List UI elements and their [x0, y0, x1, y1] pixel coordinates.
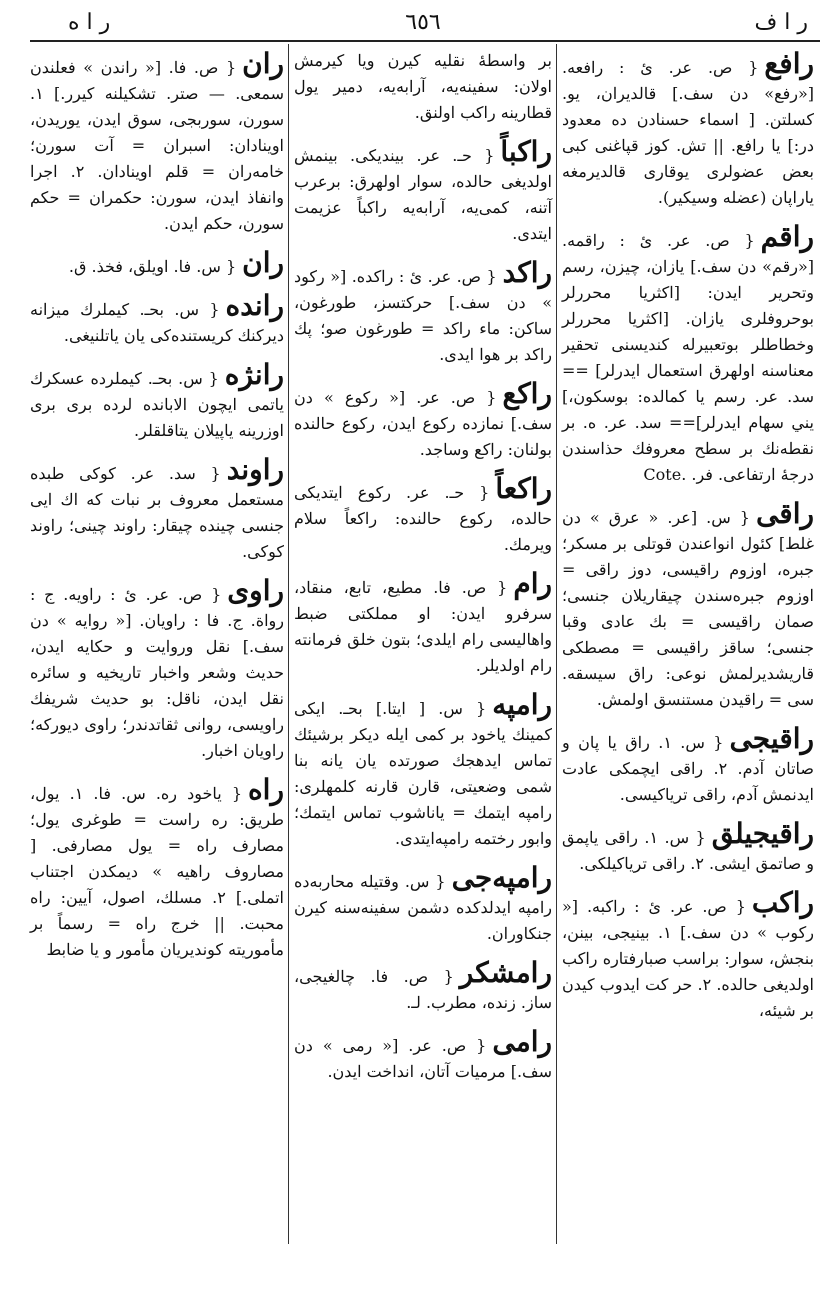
column-divider-left: [288, 44, 289, 1244]
entry-headword: ران: [242, 47, 284, 80]
page-number: ٦٥٦: [405, 10, 441, 35]
entry-headword: راه: [248, 773, 284, 806]
entry-headword: راوی: [227, 574, 284, 607]
entry-definition: { ص. عر. ئ : راقمه. [«رقم» دن سف.] يازان، چيزن، رسم وتحرير ايدن: [اكثريا محررلر بوحروفلری يازان. [اكثريا محررلر وخطاطلر بوتعبيرله كنديسنی تحقير معناسنه اولهرق استعمال ايدرلر] == سد. عر. رسم يا كمالده: بوسكون،] يني سهام ايدرلر]== سد. عر. ه. بر نقطه‌نك بر سطح معروفك حذاسندن درجهٔ ارتفاعی. فر.: [562, 231, 814, 484]
column-right: [562, 48, 814, 1034]
entry-headword: رامپه: [492, 688, 552, 721]
entry-headword: راوند: [226, 453, 284, 486]
entry-headword: راقم: [760, 220, 814, 253]
entry-definition: { سد. عر. كوكی طبده مستعمل معروف بر نبات كه اك ايی جنسی چينده چيقار: راوند چينی؛ راوند كوكی.: [30, 464, 284, 561]
entry-headword: راكب: [751, 886, 814, 919]
dictionary-entry: [562, 48, 814, 211]
dictionary-entry: [30, 774, 284, 963]
dictionary-entry: [30, 290, 284, 349]
dictionary-entry: [294, 689, 552, 852]
dictionary-entry: [562, 818, 814, 877]
dictionary-entry: [294, 473, 552, 558]
entry-headword: رانده: [225, 289, 284, 322]
dictionary-entry: [294, 862, 552, 947]
dictionary-entry: [30, 359, 284, 444]
entry-definition: { ص. عر. ئ : راويه. ج : رواة. ج. فا : راويان. [« روايه » دن سف.] نقل وروايت و حكايه ايدن، حديث وشعر واخبار تاريخيه و سائره نقل ايدن، ناقل: بو حديث شريفك راويسی، روانی ثقاتدندر؛ راوی ديوركه؛ راويان اخبار.: [30, 585, 284, 760]
entry-headword: راكع: [502, 377, 552, 410]
entry-headword: رام: [513, 567, 552, 600]
entry-definition: { ص. فا. مطيع، تابع، منقاد، سرفرو ايدن: او مملكتی ضبط واهاليسی رام ايلدی؛ بتون خلق فرمانته رام اولديلر.: [294, 578, 552, 675]
entry-french-term: Cote.: [643, 465, 687, 484]
dictionary-entry: [562, 887, 814, 1024]
column-middle: [294, 48, 552, 1095]
page-header: [28, 8, 818, 38]
entry-headword: رانژه: [224, 358, 284, 391]
dictionary-entry: [562, 221, 814, 488]
header-right-letters: ر ا ف: [754, 10, 808, 35]
dictionary-entry: [30, 575, 284, 764]
entry-definition: { ص. عر. ئ : رافعه. [«رفع» دن سف.] قالديران، يو. كسلتن. [ اسماء حسنادن ده معدود در:] يا رافع. || تش. كوز قپاغنی كبی بعض عضولری يوقاری قالديرمغه ياراپان (عضله وسيكير).: [562, 58, 814, 207]
header-rule: [30, 40, 820, 42]
entry-definition: { ص. عر. ئ : راكده. [« ركود » دن سف.] حركتسز، طورغون، ساكن: ماء راكد = طورغون صو؛ پك راكد بر هوا ايدی.: [294, 267, 552, 364]
entry-headword: رامی: [492, 1025, 552, 1058]
dictionary-entry: [30, 247, 284, 280]
entry-definition: { س. بحـ. كيملرده عسكرك ياتمی ايچون الابانده‌ لرده برى برى اوزرينه ياپيلان يتاقلقلر.: [30, 369, 284, 440]
entry-headword: راقيجيلق: [711, 817, 814, 850]
entry-definition: { س. ١. راق يا پان و صاتان آدم. ٢. راقی ايچمكی عادت ايدنمش آدم، راقی ترياكيسی.: [562, 733, 814, 804]
dictionary-entry: [294, 136, 552, 247]
entry-headword: راكد: [502, 256, 552, 289]
entry-headword: راكعاً: [495, 472, 552, 505]
column-left: [30, 48, 284, 973]
entry-definition: { ص. فا. [« راندن » فعلندن سمعی. — صتر. تشكيلنه كيرر.] ١. سورن، سوربجی، سوق ايدن، يوريدن، اوينادان: اسبران = آت سورن؛ خامه‌ران = قلم اوينادان. ٢. اجرا وانفاذ ايدن، سورن: حكمران = حكم سورن، حكم ايدن.: [30, 58, 285, 233]
dictionary-entry: [294, 568, 552, 679]
header-left-letters: ر ا ه: [68, 10, 111, 35]
entry-definition: { ص. فا. چالغيجی، ساز. زنده، مطرب. لـ.: [294, 967, 552, 1012]
entry-definition: { ص. عر. [« رمی » دن سف.] مرميات آتان، انداخت ايدن.: [294, 1036, 552, 1081]
entry-definition: { س. [ ايتا.] بحـ. ايكی كمينك ياخود بر كمی ايله ديكر برشيئك تماس ايدهجك صورتده يان يانه بنا شمی وضعيتی، قارن قارنه كلمهلری: رامپه ايتمك = ياناشوب تماس ايتمك؛ وابور رختمه رامپه‌ايتدی.: [294, 699, 552, 848]
entry-definition: { س. بحـ. كيملرك ميزانه ديركنك كريستنده‌كی يان ياتلنيغی.: [30, 300, 284, 345]
entry-headword: راكباً: [500, 135, 552, 168]
entry-headword: راقی: [755, 497, 814, 530]
entry-definition: { ص. عر. ئ : راكبه. [« ركوب » دن سف.] ١. بينيجی، بينن، بنجش، سوار: براسب صبارفتاره راكب اولديغی حالده. ٢. حر كت ايدوب كيدن بر شيئه،: [562, 897, 814, 1020]
entry-definition: { س. وقتيله محاربه‌ده رامپه ايدلدكده دشمن سفينه‌سنه كيرن جنكاوران.: [294, 872, 552, 943]
entry-headword: راقيجی: [729, 722, 814, 755]
dictionary-entry: [30, 454, 284, 565]
column-divider-right: [556, 44, 557, 1244]
entry-definition: بر واسطهٔ نقليه كيرن ويا كيرمش اولان: سفينه‌يه، آرابه‌يه، دمير يول قطارينه راكب اولنق.: [294, 51, 552, 122]
entry-definition: { س. ١. راقی ياپمق و صاتمق ايشی. ٢. راقی ترياكيلكی.: [562, 828, 814, 873]
entry-definition: { ص. عر. [« ركوع » دن سف.] نمازده ركوع ايدن، ركوع حالنده بولنان: راكع وساجد.: [294, 388, 552, 459]
dictionary-entry: [294, 48, 552, 126]
entry-definition: { ياخود ره. س. فا. ١. يول، طريق: ره راست = طوغری يول؛ مصارف راه = يول مصارفی. [ مصاروف راهيه » ديمكدن اجتناب اتملی.] ٢. مسلك، اصول، آيين: راه محبت. || خرج راه = رسماً بر مأموريته كونديريان مأمور و يا ضابط: [30, 784, 285, 959]
entry-headword: رامشكر: [459, 956, 552, 989]
entry-definition: { س. فا. اويلق، فخذ. ق.: [68, 257, 237, 276]
entry-headword: رامپه‌جی: [451, 861, 552, 894]
entry-headword: ران: [242, 246, 284, 279]
dictionary-entry: [294, 957, 552, 1016]
entry-definition: { س. [عر. « عرق » دن غلط] كئول انواعندن قوتلی بر مسكر؛ جبره، اوزوم راقيسی، دوز راقی = اوزوم جبره‌سندن چيقاريلان جنسی؛ صمان راقيسی = بك عادی وقبا جنسی؛ ساقز راقيسی = مصطكی قاريشديرلمش نوعی: راق سيسقه. سی = راقيدن مستنسق اولمش.: [562, 508, 814, 709]
dictionary-entry: [562, 723, 814, 808]
dictionary-entry: [294, 1026, 552, 1085]
dictionary-entry: [562, 498, 814, 713]
dictionary-entry: [30, 48, 284, 237]
entry-definition: { حـ. عر. بينديكی. بينمش اولديغی حالده، سوار اولهرق: برعرب آتنه، كمی‌يه، آرابه‌يه راكباً عزيمت ايتدی.: [294, 146, 552, 243]
dictionary-entry: [294, 378, 552, 463]
entry-headword: رافع: [764, 47, 814, 80]
dictionary-entry: [294, 257, 552, 368]
entry-definition: { حـ. عر. ركوع ايتديكی حالده، ركوع حالنده: راكعاً سلام ويرمك.: [294, 483, 552, 554]
